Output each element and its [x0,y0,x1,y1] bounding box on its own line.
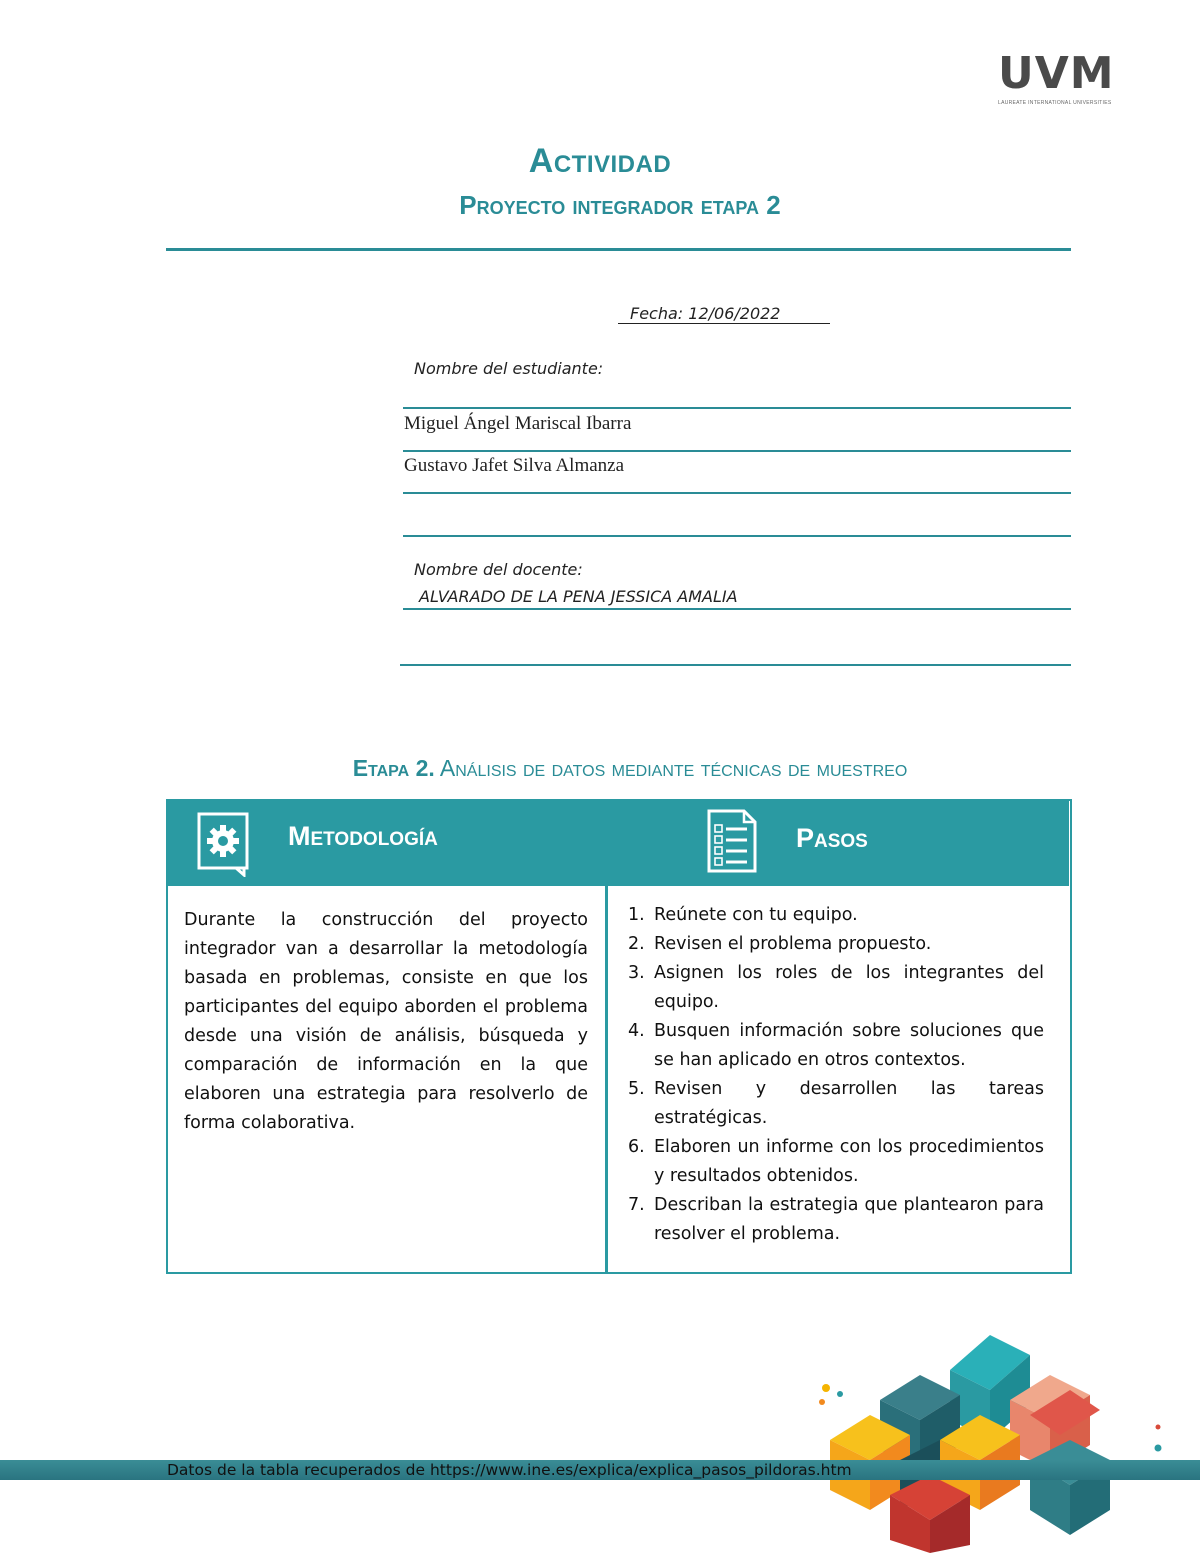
gear-document-icon [196,811,252,877]
list-item: 2. Revisen el problema propuesto. [628,934,932,954]
uvm-logo [998,48,1122,107]
decorative-cubes-graphic [800,1330,1200,1553]
steps-header: Pasos [796,823,868,853]
footer-source-text: Datos de la tabla recuperados de https://www.ine.es/explica/explica_pasos_pildoras.htm [167,1461,852,1479]
list-item: 4. Busquen información sobre soluciones que se han aplicado en otros contextos. [628,1021,1044,1070]
methodology-header: Metodología [288,821,438,851]
table-header [168,801,1069,886]
student-line [403,407,1071,409]
student-line [403,535,1071,537]
section-title: Análisis de datos mediante técnicas de muestreo [439,755,908,781]
student-label: Nombre del estudiante: [414,359,604,378]
date-field: Fecha: 12/06/2022 [618,304,830,324]
list-item: 1. Reúnete con tu equipo. [628,905,858,925]
page-title: Actividad [528,142,672,180]
methodology-table [166,799,1072,1274]
list-item: 7. Describan la estrategia que plantearon para resolver el problema. [628,1195,1044,1244]
list-item: 3. Asignen los roles de los integrantes del equipo. [628,963,1044,1012]
student-line [403,492,1071,494]
student-name-2: Gustavo Jafet Silva Almanza [404,455,625,476]
student-line [403,450,1071,452]
student-name-1: Miguel Ángel Mariscal Ibarra [404,413,632,434]
section-prefix: Etapa 2. [352,755,435,781]
checklist-icon [704,807,760,875]
list-item: 6. Elaboren un informe con los procedimientos y resultados obtenidos. [628,1137,1044,1186]
list-item: 5. Revisen y desarrollen las tareas estratégicas. [628,1079,1044,1128]
logo-tagline: LAUREATE INTERNATIONAL UNIVERSITIES [998,100,1112,106]
page-subtitle: Proyecto integrador etapa 2 [459,190,781,220]
title-divider [166,248,1071,251]
teacher-label: Nombre del docente: [414,560,583,579]
logo-text: UVM [998,48,1115,99]
section-heading [0,755,1200,782]
column-divider [605,886,608,1272]
teacher-name: ALVARADO DE LA PENA JESSICA AMALIA [419,587,738,606]
steps-list [624,901,1044,1249]
teacher-line [403,608,1071,610]
teacher-line [400,664,1071,666]
methodology-text: Durante la construcción del proyecto integrador van a desarrollar la metodología basada en problemas, consiste en que los participantes del equipo aborden el problema desde una visión de análisis, búsqueda y comparación de información en la que elaboren una estrategia para resolverlo de forma colaborativa. [184,910,588,1133]
